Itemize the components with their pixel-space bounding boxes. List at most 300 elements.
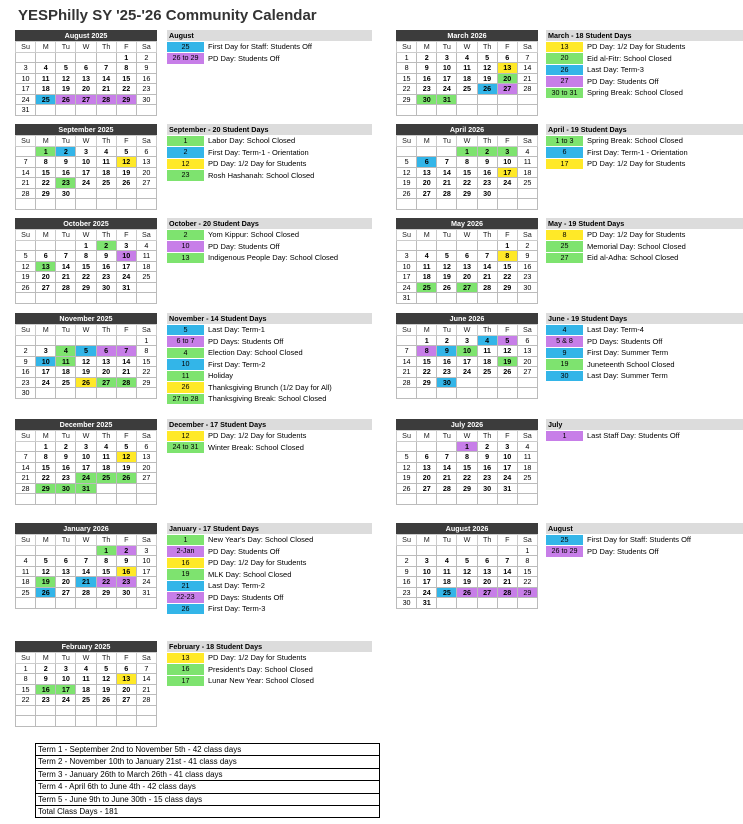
month-events [167,30,372,64]
weekday-label: Su [397,42,417,53]
event-date-badge: 1 to 3 [546,136,583,147]
event-date-badge: 1 [167,535,204,546]
day-cell: 8 [457,452,477,463]
day-cell: 31 [116,282,136,293]
month-events [167,419,372,453]
day-cell: 4 [96,441,116,452]
day-cell: 28 [497,587,517,598]
empty-day-cell [417,494,437,505]
week-row [397,73,538,84]
term-row: Term 1 - September 2nd to November 5th - 42 class days [36,744,379,756]
month-calendar [396,313,538,399]
day-cell: 3 [497,146,517,157]
day-cell: 13 [417,167,437,178]
day-cell: 1 [36,441,56,452]
day-cell: 18 [517,462,537,473]
day-cell: 30 [437,377,457,388]
day-cell: 4 [36,63,56,74]
day-cell: 7 [16,157,36,168]
week-row [16,240,157,251]
day-cell: 24 [56,695,76,706]
day-cell: 12 [96,674,116,685]
day-cell: 21 [497,577,517,588]
day-cell: 21 [16,473,36,484]
day-cell: 23 [437,367,457,378]
week-row [397,272,538,283]
day-cell: 17 [36,367,56,378]
event-item [546,370,743,382]
week-row [397,545,538,556]
day-cell: 17 [397,272,417,283]
day-cell: 9 [136,63,156,74]
weekday-label: Tu [437,136,457,147]
day-cell: 26 [477,84,497,95]
month-events [167,523,372,615]
empty-day-cell [417,199,437,210]
day-cell: 13 [136,452,156,463]
empty-day-cell [116,335,136,346]
weekday-label: Sa [517,325,537,336]
day-cell: 10 [437,63,457,74]
day-cell: 11 [56,356,76,367]
day-cell: 20 [56,577,76,588]
empty-day-cell [437,388,457,399]
empty-day-cell [96,105,116,116]
week-row [16,388,157,399]
day-cell: 19 [16,272,36,283]
empty-day-cell [437,105,457,116]
week-row [16,188,157,199]
weekday-row [16,535,157,546]
week-row [16,367,157,378]
empty-day-cell [16,494,36,505]
day-cell: 5 [477,52,497,63]
day-cell: 7 [16,452,36,463]
week-row [397,335,538,346]
day-cell: 11 [76,674,96,685]
event-date-badge: 21 [167,581,204,592]
day-cell: 24 [437,84,457,95]
empty-day-cell [457,494,477,505]
day-cell: 10 [136,556,156,567]
weekday-label: Tu [56,136,76,147]
empty-day-cell [457,240,477,251]
empty-day-cell [116,483,136,494]
day-cell: 31 [397,293,417,304]
empty-day-cell [36,52,56,63]
week-row [397,388,538,399]
empty-day-cell [96,483,116,494]
weekday-label: M [36,653,56,664]
day-cell: 21 [76,577,96,588]
event-description: First Day: Summer Term [587,348,669,358]
empty-day-cell [437,598,457,609]
weekday-label: W [457,42,477,53]
day-cell: 30 [116,587,136,598]
empty-day-cell [56,293,76,304]
empty-day-cell [36,705,56,716]
day-cell: 7 [116,346,136,357]
events-header: May - 19 Student Days [546,218,743,229]
empty-day-cell [497,188,517,199]
empty-day-cell [96,705,116,716]
weekday-label: Su [397,136,417,147]
day-cell: 19 [497,356,517,367]
events-header: April - 19 Student Days [546,124,743,135]
day-cell: 6 [56,556,76,567]
day-cell: 30 [477,483,497,494]
day-cell: 6 [517,335,537,346]
week-row [397,94,538,105]
month-days-table [396,534,538,609]
week-row [16,84,157,95]
day-cell: 2 [517,240,537,251]
day-cell: 28 [437,483,457,494]
empty-day-cell [457,598,477,609]
weekday-label: Tu [437,535,457,546]
empty-day-cell [36,199,56,210]
empty-day-cell [457,293,477,304]
day-cell: 20 [477,577,497,588]
empty-day-cell [477,199,497,210]
event-item [167,557,372,569]
empty-day-cell [437,240,457,251]
day-cell: 20 [36,272,56,283]
day-cell: 24 [76,473,96,484]
empty-day-cell [56,388,76,399]
month-days-table [15,229,157,304]
event-description: Last Day: Term-4 [587,325,644,335]
event-date-badge: 4 [167,348,204,359]
event-item [167,430,372,442]
event-item [546,87,743,99]
day-cell: 9 [417,63,437,74]
empty-day-cell [16,52,36,63]
day-cell: 15 [116,73,136,84]
week-row [397,157,538,168]
day-cell: 20 [497,73,517,84]
day-cell: 10 [36,356,56,367]
day-cell: 17 [457,356,477,367]
day-cell: 1 [16,663,36,674]
weekday-label: Th [477,230,497,241]
month-days-table [15,430,157,505]
event-description: Lunar New Year: School Closed [208,676,314,686]
empty-day-cell [56,598,76,609]
day-cell: 15 [36,462,56,473]
event-description: Spring Break: School Closed [587,136,683,146]
weekday-label: Tu [56,42,76,53]
day-cell: 20 [116,684,136,695]
day-cell: 4 [56,346,76,357]
day-cell: 22 [96,577,116,588]
day-cell: 8 [76,251,96,262]
day-cell: 26 [397,188,417,199]
event-item [546,135,743,147]
empty-day-cell [136,494,156,505]
week-row [16,105,157,116]
week-row [16,566,157,577]
day-cell: 20 [417,473,437,484]
day-cell: 10 [76,157,96,168]
week-row [16,146,157,157]
month-header: November 2025 [15,313,157,324]
event-description: Indigenous People Day: School Closed [208,253,339,263]
day-cell: 30 [417,94,437,105]
weekday-row [16,431,157,442]
day-cell: 18 [417,272,437,283]
event-date-badge: 11 [167,371,204,382]
weekday-label: Sa [136,535,156,546]
weekday-row [397,431,538,442]
empty-day-cell [457,105,477,116]
day-cell: 31 [76,483,96,494]
event-description: First Day: Term-2 [208,359,266,369]
weekday-row [16,42,157,53]
week-row [16,178,157,189]
event-description: President's Day: School Closed [208,664,313,674]
day-cell: 28 [136,695,156,706]
day-cell: 10 [497,157,517,168]
day-cell: 29 [96,587,116,598]
day-cell: 8 [397,63,417,74]
month-calendar [396,30,538,116]
month-calendar [15,124,157,210]
empty-day-cell [56,716,76,727]
day-cell: 8 [457,157,477,168]
empty-day-cell [116,598,136,609]
event-item [546,41,743,53]
day-cell: 12 [437,261,457,272]
day-cell: 21 [136,684,156,695]
week-row [397,556,538,567]
weekday-label: Su [397,230,417,241]
day-cell: 26 [36,587,56,598]
day-cell: 2 [417,52,437,63]
empty-day-cell [517,105,537,116]
day-cell: 2 [96,240,116,251]
week-row [16,545,157,556]
empty-day-cell [56,335,76,346]
day-cell: 18 [16,577,36,588]
event-date-badge: 10 [167,241,204,252]
event-item [167,382,372,394]
empty-day-cell [16,335,36,346]
day-cell: 14 [437,167,457,178]
day-cell: 27 [457,282,477,293]
week-row [16,346,157,357]
event-item [167,442,372,454]
weekday-label: Th [96,535,116,546]
day-cell: 23 [96,272,116,283]
day-cell: 13 [96,356,116,367]
month-calendar [15,641,157,727]
day-cell: 6 [477,556,497,567]
day-cell: 20 [136,167,156,178]
weekday-label: M [417,535,437,546]
event-date-badge: 1 [546,431,583,442]
empty-day-cell [417,441,437,452]
empty-day-cell [116,705,136,716]
day-cell: 27 [56,587,76,598]
month-header: December 2025 [15,419,157,430]
weekday-label: Th [477,136,497,147]
day-cell: 24 [136,577,156,588]
day-cell: 22 [517,577,537,588]
empty-day-cell [497,598,517,609]
week-row [16,705,157,716]
day-cell: 18 [457,73,477,84]
day-cell: 11 [36,73,56,84]
day-cell: 3 [76,146,96,157]
weekday-label: Th [477,535,497,546]
day-cell: 27 [417,483,437,494]
day-cell: 28 [16,188,36,199]
empty-day-cell [477,105,497,116]
month-events [167,313,372,405]
week-row [397,598,538,609]
event-item [167,603,372,615]
weekday-label: Tu [56,325,76,336]
day-cell: 17 [56,684,76,695]
empty-day-cell [96,598,116,609]
empty-day-cell [36,716,56,727]
empty-day-cell [56,705,76,716]
event-item [546,359,743,371]
month-days-table [396,430,538,505]
day-cell: 20 [417,178,437,189]
weekday-label: Th [477,431,497,442]
event-item [167,652,372,664]
day-cell: 6 [136,441,156,452]
day-cell: 10 [76,452,96,463]
weekday-label: Th [96,42,116,53]
day-cell: 3 [76,441,96,452]
day-cell: 1 [397,52,417,63]
day-cell: 15 [76,261,96,272]
empty-day-cell [76,705,96,716]
month-days-table [15,41,157,116]
day-cell: 8 [36,157,56,168]
event-description: First Day: Term-3 [208,604,266,614]
day-cell: 8 [136,346,156,357]
term-summary-table [35,743,380,818]
day-cell: 7 [437,157,457,168]
event-date-badge: 25 [546,241,583,252]
week-row [16,199,157,210]
event-item [546,241,743,253]
day-cell: 8 [517,556,537,567]
weekday-label: Su [16,653,36,664]
empty-day-cell [116,293,136,304]
event-date-badge: 26 to 29 [167,53,204,64]
day-cell: 8 [96,556,116,567]
empty-day-cell [136,716,156,727]
weekday-label: W [76,653,96,664]
empty-day-cell [76,199,96,210]
day-cell: 28 [56,282,76,293]
event-date-badge: 13 [167,253,204,264]
empty-day-cell [76,52,96,63]
month-events [546,419,743,442]
events-header: November - 14 Student Days [167,313,372,324]
event-item [546,347,743,359]
day-cell: 2 [16,346,36,357]
month-events [546,523,743,557]
day-cell: 27 [497,84,517,95]
day-cell: 9 [437,346,457,357]
day-cell: 4 [96,146,116,157]
event-description: Election Day: School Closed [208,348,303,358]
week-row [16,494,157,505]
empty-day-cell [417,146,437,157]
day-cell: 17 [136,566,156,577]
empty-day-cell [16,146,36,157]
empty-day-cell [116,388,136,399]
weekday-label: Sa [517,431,537,442]
week-row [397,52,538,63]
empty-day-cell [517,188,537,199]
weekday-label: M [36,42,56,53]
event-item [167,241,372,253]
event-description: PD Day: Students Off [208,546,280,556]
day-cell: 14 [497,566,517,577]
day-cell: 21 [397,367,417,378]
day-cell: 25 [56,377,76,388]
day-cell: 29 [457,483,477,494]
empty-day-cell [517,388,537,399]
month-header: April 2026 [396,124,538,135]
weekday-label: Sa [517,535,537,546]
empty-day-cell [497,199,517,210]
day-cell: 6 [76,63,96,74]
weekday-label: F [116,535,136,546]
empty-day-cell [36,105,56,116]
event-item [167,592,372,604]
day-cell: 15 [96,566,116,577]
week-row [397,356,538,367]
week-row [397,377,538,388]
empty-day-cell [517,483,537,494]
day-cell: 16 [116,566,136,577]
week-row [16,335,157,346]
day-cell: 7 [96,63,116,74]
month-header: July 2026 [396,419,538,430]
day-cell: 2 [36,663,56,674]
event-item [167,336,372,348]
day-cell: 3 [136,545,156,556]
day-cell: 14 [517,63,537,74]
event-date-badge: 26 to 29 [546,546,583,557]
day-cell: 20 [136,462,156,473]
week-row [16,356,157,367]
month-header: May 2026 [396,218,538,229]
day-cell: 22 [36,178,56,189]
day-cell: 15 [497,261,517,272]
day-cell: 14 [116,356,136,367]
empty-day-cell [477,377,497,388]
weekday-label: M [36,431,56,442]
event-description: PD Days: Students Off [208,336,284,346]
week-row [16,684,157,695]
day-cell: 26 [16,282,36,293]
empty-day-cell [96,52,116,63]
day-cell: 3 [56,663,76,674]
week-row [16,282,157,293]
day-cell: 10 [397,261,417,272]
day-cell: 26 [116,473,136,484]
month-header: October 2025 [15,218,157,229]
